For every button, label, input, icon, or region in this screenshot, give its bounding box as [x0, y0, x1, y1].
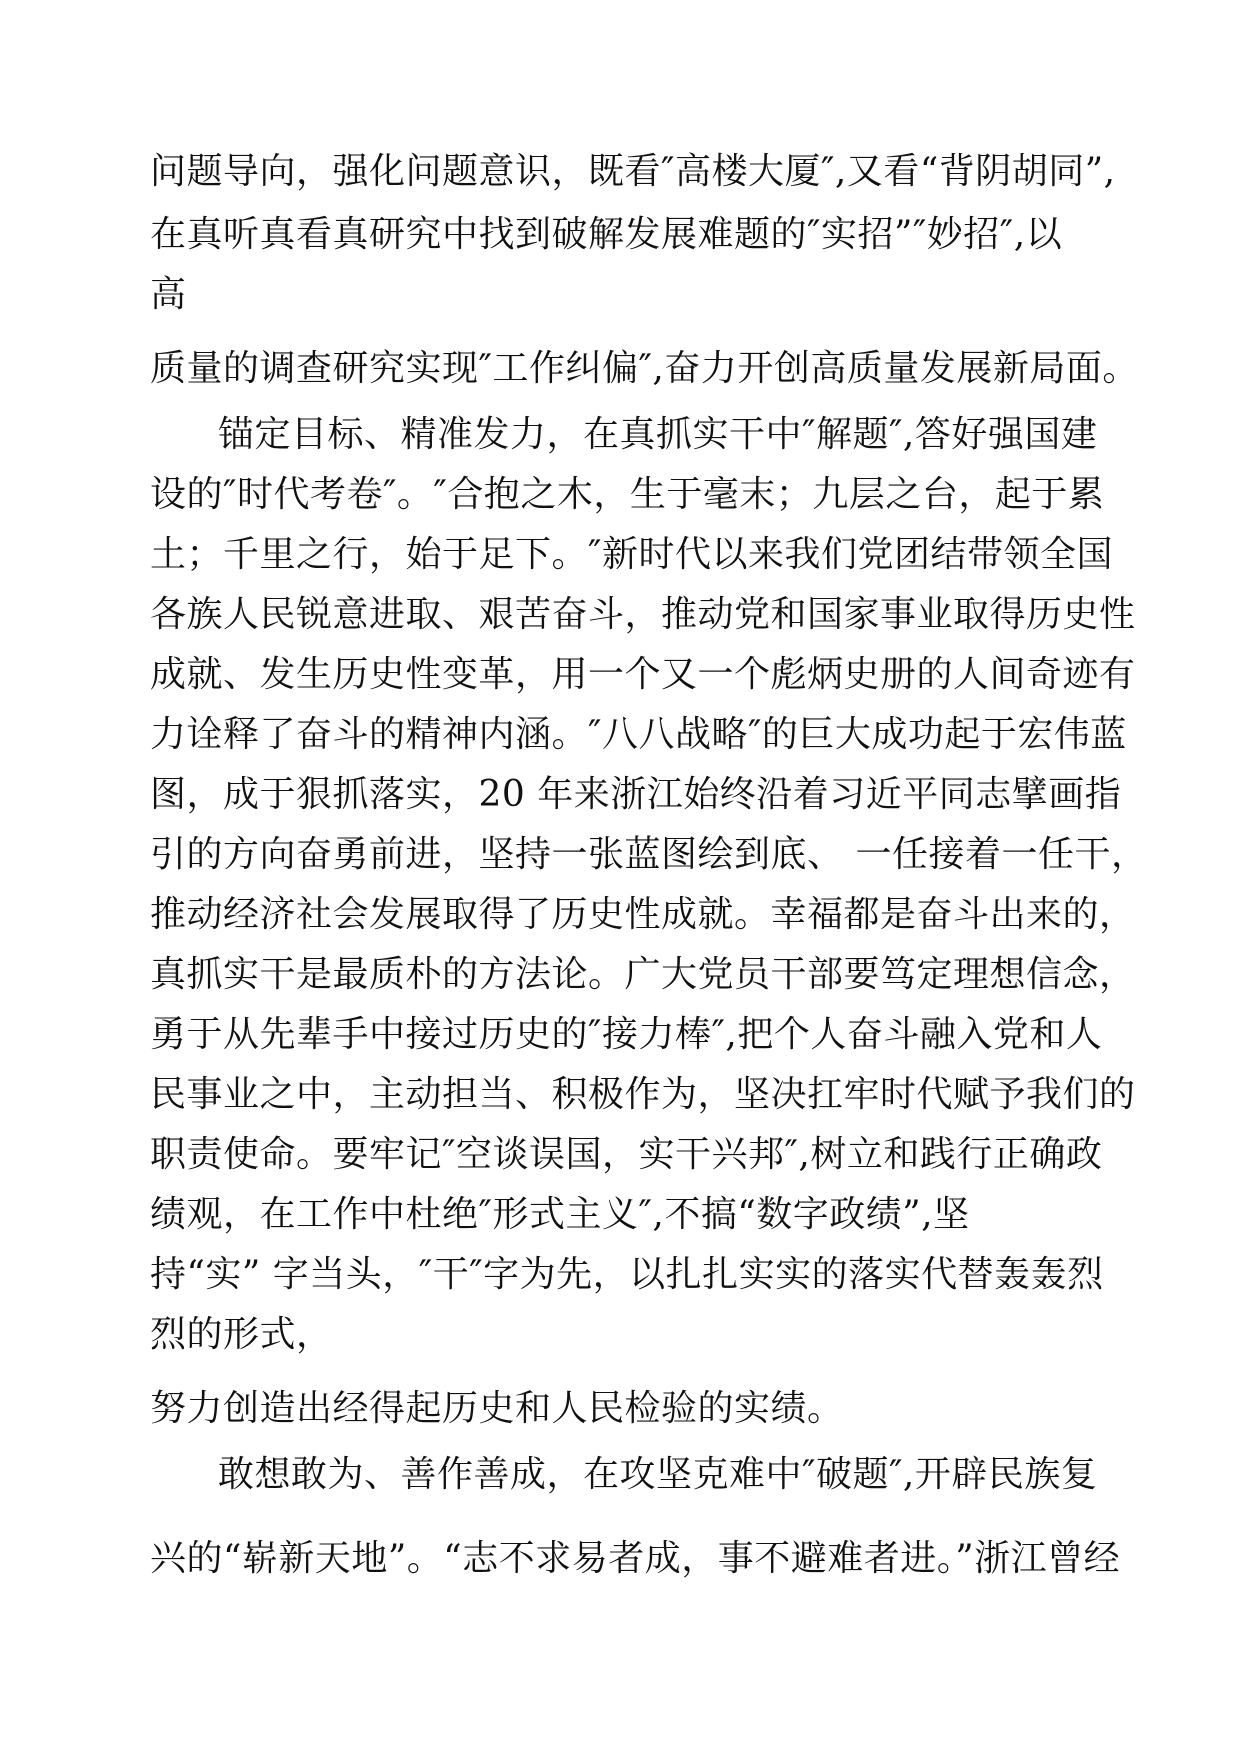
text-line: 努力创造出经得起历史和人民检验的实绩。	[150, 1388, 844, 1429]
text-line: 烈的形式，	[150, 1314, 333, 1355]
text-line: 各族人民锐意进取、艰苦奋斗，推动党和国家事业取得历史性	[150, 594, 1136, 635]
text-line: 力诠释了奋斗的精神内涵。″八八战略″的巨大成功起于宏伟蓝	[150, 714, 1127, 755]
text-line: 质量的调查研究实现″工作纠偏″,奋力开创高质量发展新局面。	[150, 348, 1139, 389]
text-line: 设的″时代考卷″。″合抱之木，生于毫末；九层之台，起于累	[150, 474, 1105, 515]
paragraph-first-line: 锚定目标、精准发力，在真抓实干中″解题″,答好强国建	[218, 414, 1098, 455]
text-line: 兴的“崭新天地”。“志不求易者成，事不避难者进。”浙江曾经	[150, 1538, 1121, 1579]
text-line: 问题导向，强化问题意识，既看″高楼大厦″,又看“背阴胡同”,	[150, 151, 1116, 192]
text-line: 引的方向奋勇前进，坚持一张蓝图绘到底、 一任接着一任干，	[150, 834, 1148, 875]
text-line: 职责使命。要牢记″空谈误国，实干兴邦″,树立和践行正确政	[150, 1134, 1103, 1175]
text-line: 成就、发生历史性变革，用一个又一个彪炳史册的人间奇迹有	[150, 654, 1136, 695]
text-line: 高	[150, 274, 187, 315]
text-line: 真抓实干是最质朴的方法论。广大党员干部要笃定理想信念，	[150, 954, 1136, 995]
text-line: 持“实” 字当头，″干″字为先，以扎扎实实的落实代替轰轰烈	[150, 1254, 1104, 1295]
text-line: 绩观，在工作中杜绝″形式主义″,不搞“数字政绩”,坚	[150, 1194, 970, 1235]
text-line: 在真听真看真研究中找到破解发展难题的″实招”″妙招″,以	[150, 214, 1063, 255]
paragraph-first-line: 敢想敢为、善作善成，在攻坚克难中″破题″,开辟民族复	[218, 1454, 1098, 1495]
text-line: 推动经济社会发展取得了历史性成就。幸福都是奋斗出来的，	[150, 894, 1136, 935]
text-line: 土；千里之行，始于足下。″新时代以来我们党团结带领全国	[150, 534, 1113, 575]
text-line: 民事业之中，主动担当、积极作为，坚决扛牢时代赋予我们的	[150, 1074, 1136, 1115]
text-line: 勇于从先辈手中接过历史的″接力棒″,把个人奋斗融入党和人	[150, 1014, 1103, 1055]
text-line: 图，成于狠抓落实，20 年来浙江始终沿着习近平同志擘画指	[150, 774, 1122, 815]
